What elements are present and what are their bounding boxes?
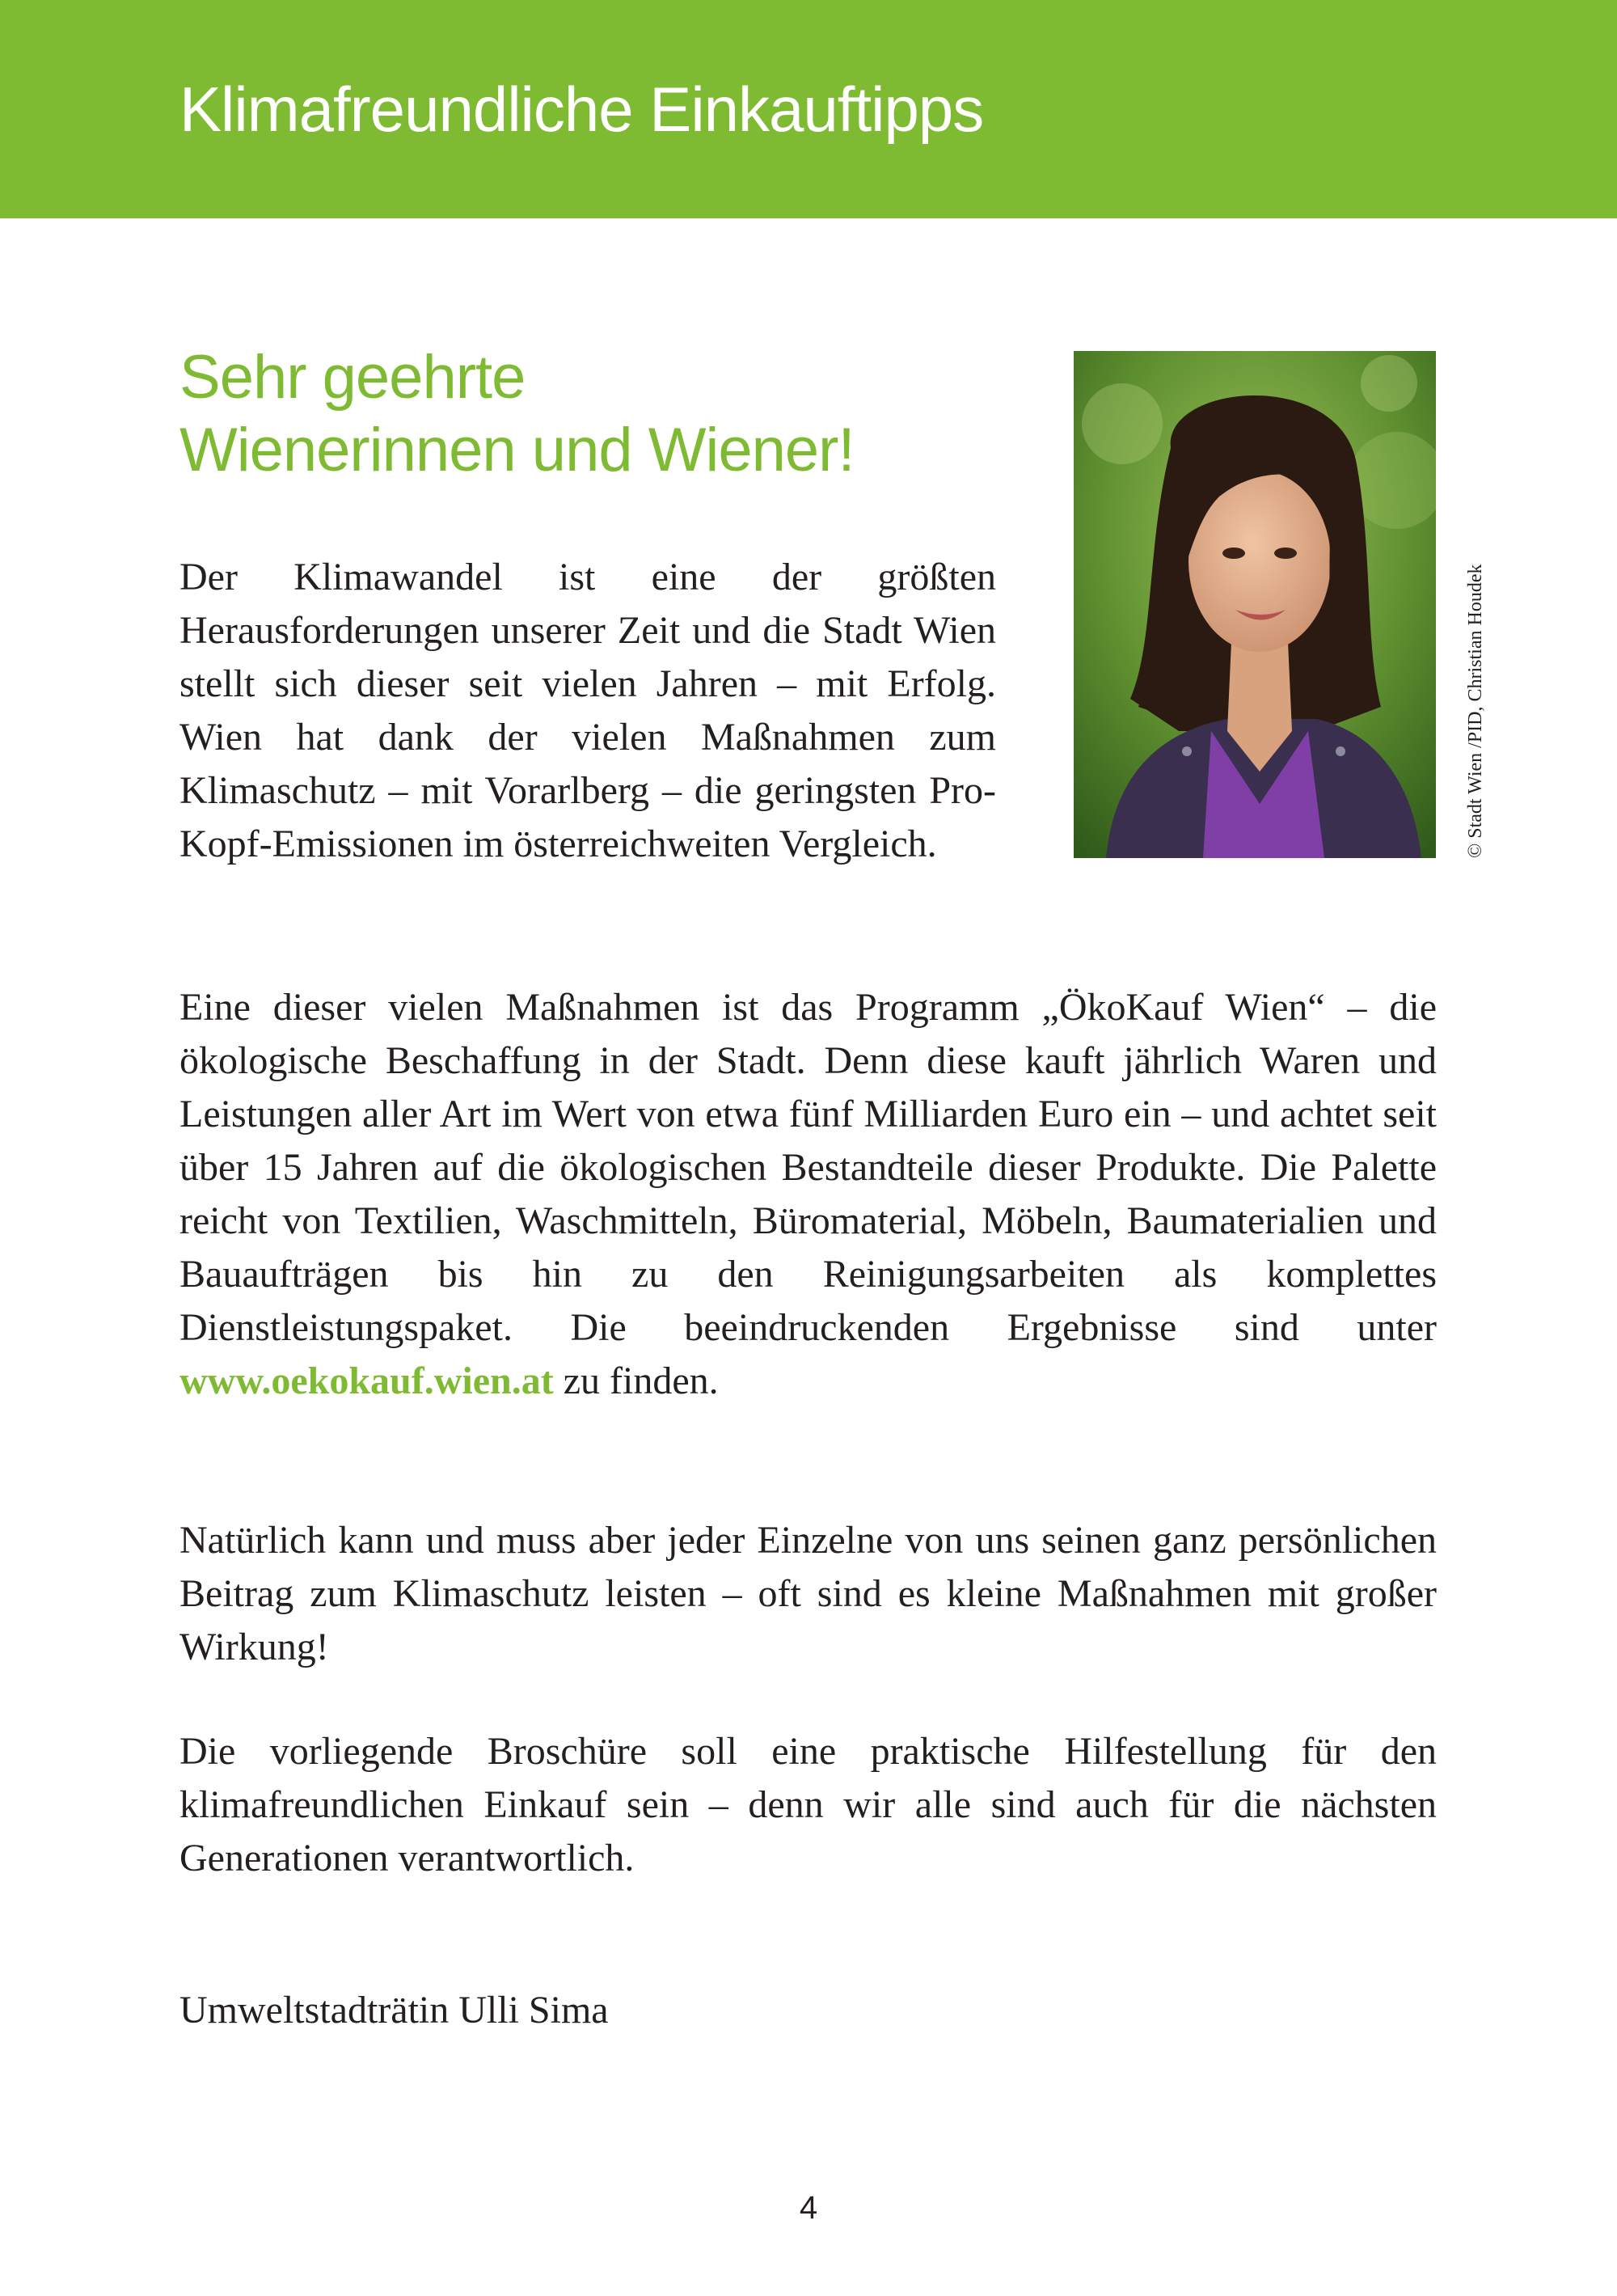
oekokauf-link[interactable]: www.oekokauf.wien.at (179, 1359, 554, 1402)
body-paragraph-2-tail: zu finden. (563, 1359, 719, 1402)
header-band (0, 0, 1617, 218)
photo-credit: © Stadt Wien /PID, Christian Houdek (1465, 564, 1486, 858)
portrait-photo (1074, 351, 1436, 858)
page-number: 4 (799, 2190, 818, 2226)
body-paragraph-3: Natürlich kann und muss aber jeder Einzelne von uns seinen ganz persönlichen Beitrag zum Klimaschutz leisten – oft sind es kleine Maßnahmen mit großer Wirkung! (179, 1519, 1437, 1668)
page-header-title: Klimafreundliche Einkauftipps (179, 74, 984, 145)
signature: Umweltstadträtin Ulli Sima (179, 1989, 609, 2032)
body-paragraph-2 (179, 981, 1437, 1408)
body-paragraph-2-text: Eine dieser vielen Maßnahmen ist das Programm „ÖkoKauf Wien“ – die ökologische Beschaffung in der Stadt. Denn diese kauft jährlich Waren und Leistungen aller Art im Wert von etwa fünf Milliarden Euro ein – und achtet seit über 15 Jahren auf die ökologischen Bestandteile dieser Produkte. Die Palette reicht von Textilien, Waschmitteln, Büromaterial, Möbeln, Baumaterialien und Bauaufträgen bis hin zu den Reinigungsarbeiten als komplettes Dienstleistungspaket. Die beeindruckenden Ergebnisse sind unter (179, 986, 1437, 1349)
body-paragraph-4: Die vorliegende Broschüre soll eine praktische Hilfestellung für den klimafreundlichen Einkauf sein – denn wir alle sind auch für die nächsten Generationen verantwortlich. (179, 1730, 1437, 1880)
greeting-heading (179, 341, 855, 487)
greeting-line-1: Sehr geehrte (179, 343, 526, 412)
greeting-line-2: Wienerinnen und Wiener! (179, 416, 855, 484)
body-paragraph-1: Der Klimawandel ist eine der größten Herausforderungen unserer Zeit und die Stadt Wien stellt sich dieser seit vielen Jahren – mit Erfolg. Wien hat dank der vielen Maßnahmen zum Klimaschutz – mit Vorarlberg – die geringsten Pro-Kopf-Emissionen im österreichweiten Vergleich. (179, 556, 996, 865)
